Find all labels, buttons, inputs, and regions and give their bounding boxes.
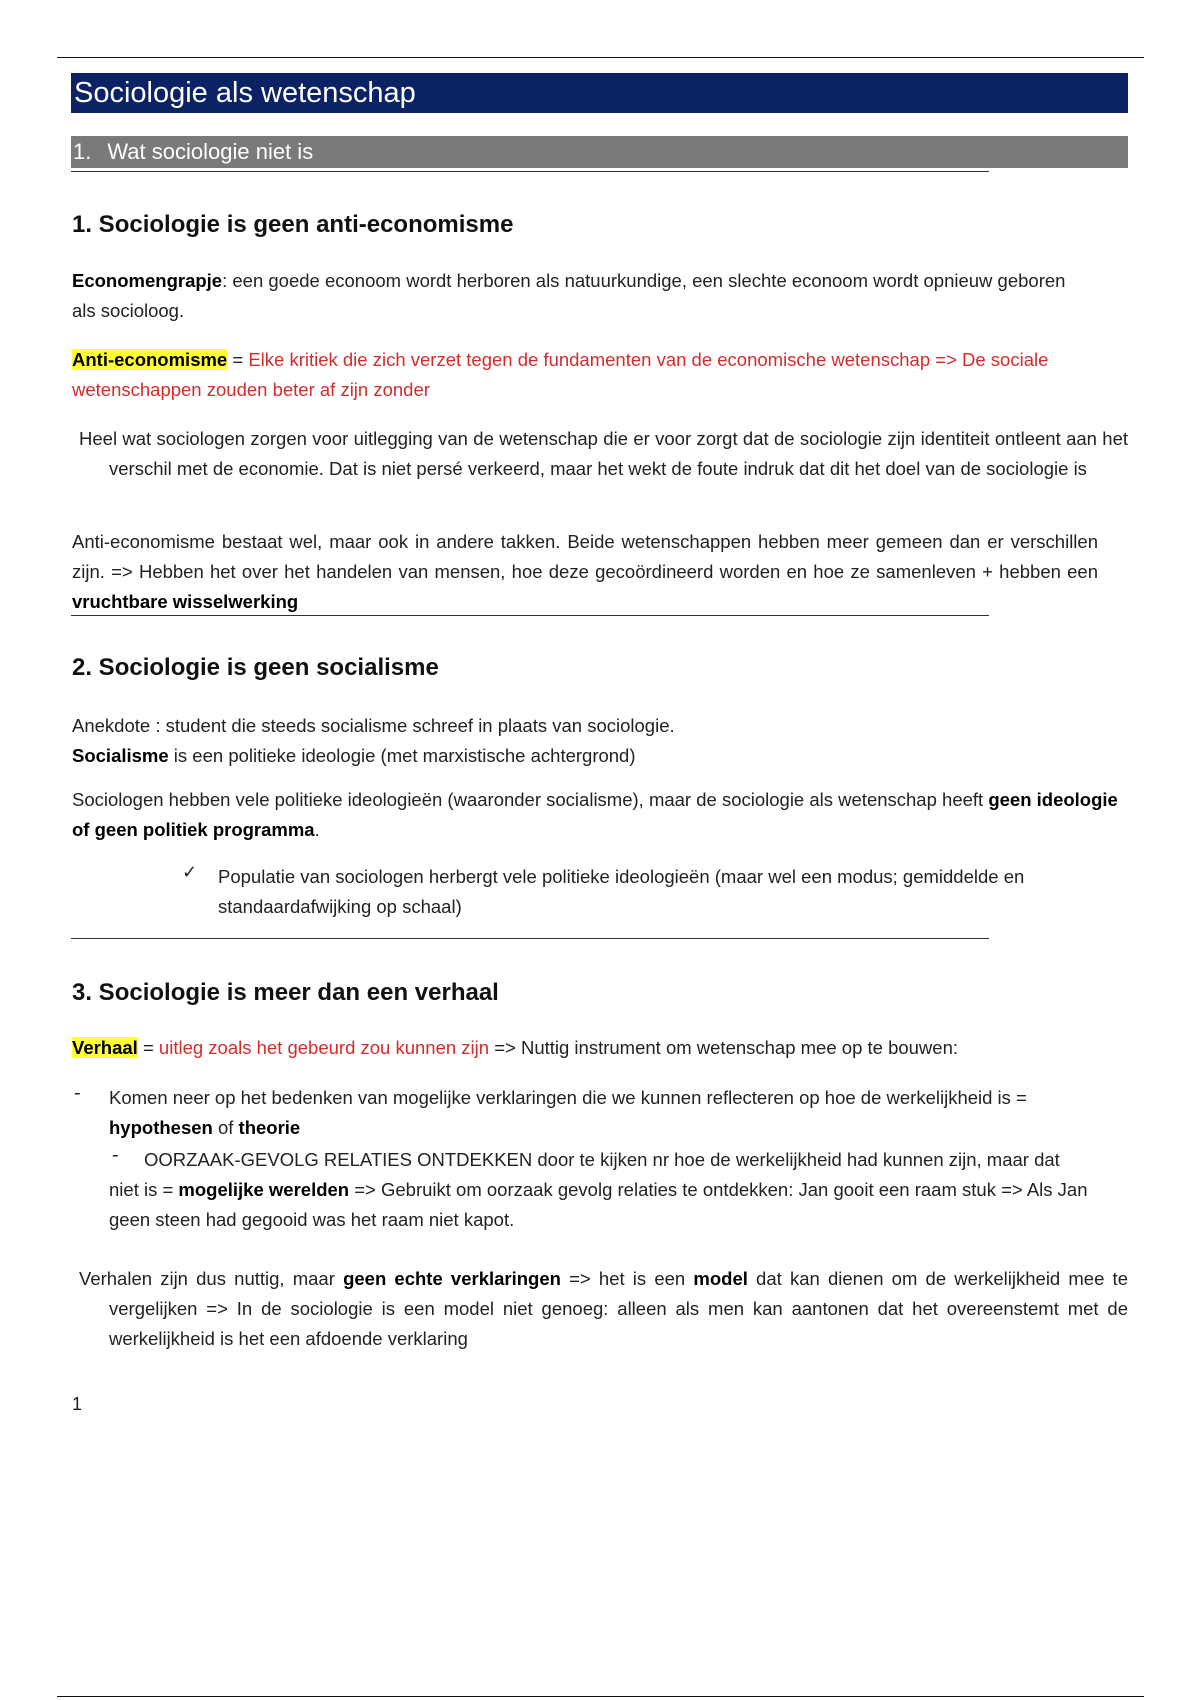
bottom-rule [57, 1696, 1144, 1697]
term-theorie: theorie [238, 1117, 301, 1138]
top-rule [57, 57, 1144, 58]
verhaal-rest: => Nuttig instrument om wetenschap mee op te bouwen: [489, 1037, 959, 1058]
hypothesen-text: Komen neer op het bedenken van mogelijke verklaringen die we kunnen reflecteren op hoe de werkelijkheid is = [109, 1087, 1027, 1108]
heading-verhaal: 3. Sociologie is meer dan een verhaal [72, 979, 499, 1006]
section-label: Wat sociologie niet is [107, 139, 314, 164]
checklist-item-populatie: Populatie van sociologen herbergt vele politieke ideologieën (maar wel een modus; gemiddelde en standaardafwijking op schaal) [218, 866, 1025, 917]
equals-sign: = [227, 349, 249, 370]
term-verhaal: Verhaal [72, 1037, 138, 1058]
definition-anti-economisme [72, 345, 1072, 405]
ideologie-end: . [314, 819, 320, 840]
divider-2 [71, 938, 989, 939]
term-hypothesen: hypothesen [109, 1117, 213, 1138]
oorzaak-text: OORZAAK-GEVOLG RELATIES ONTDEKKEN door te kijken nr hoe de werkelijkheid had kunnen zijn, maar dat niet is = [109, 1149, 1060, 1200]
term-mogelijke-werelden: mogelijke werelden [178, 1179, 350, 1200]
text-economengrapje: : een goede econoom wordt herboren als natuurkundige, een slechte econoom wordt opnieuw geboren als socioloog. [72, 270, 1066, 321]
verhaal-equals: = [137, 1037, 159, 1058]
definition-verhaal [72, 1033, 1098, 1063]
heading-socialisme: 2. Sociologie is geen socialisme [72, 654, 439, 681]
paragraph-ideologie [72, 785, 1122, 845]
term-vruchtbare-wisselwerking: vruchtbare wisselwerking [72, 591, 299, 612]
page-number: 1 [72, 1394, 83, 1414]
paragraph-model [79, 1264, 1128, 1354]
document-title: Sociologie als wetenschap [71, 73, 1128, 113]
bullet-hypothesen [109, 1083, 1094, 1143]
term-socialisme: Socialisme [72, 745, 169, 766]
bullet-dash: - [74, 1083, 81, 1104]
model-text-3: dat kan dienen om de werkelijkheid mee te vergelijken => In de sociologie is een model niet genoeg: alleen als men kan aantonen dat het overeenstemt met de werkelijkheid is het een afdoende verklaring [109, 1268, 1128, 1349]
definition-socialisme [72, 741, 1098, 771]
term-economengrapje: Economengrapje [72, 270, 223, 291]
oorzaak-rest: => Gebruikt om oorzaak gevolg relaties te ontdekken: Jan gooit een raam stuk => Als Jan geen steen had gegooid was het raam niet kapot. [109, 1179, 1088, 1230]
socialisme-text: is een politieke ideologie (met marxistische achtergrond) [168, 745, 636, 766]
term-geen-echte-verklaringen: geen echte verklaringen [343, 1268, 561, 1289]
section-number: 1. [73, 139, 92, 164]
model-text-1: Verhalen zijn dus nuttig, maar [79, 1268, 344, 1289]
term-model: model [693, 1268, 748, 1289]
paragraph-identiteit: Heel wat sociologen zorgen voor uitlegging van de wetenschap die er voor zorgt dat de sociologie zijn identiteit ontleent aan het verschil met de economie. Dat is niet persé verkeerd, maar het wekt de foute indruk dat dit het doel van de sociologie is [79, 428, 1128, 479]
term-anti-economisme: Anti-economisme [72, 349, 228, 370]
bullet-oorzaak-gevolg [109, 1145, 1094, 1235]
definition-text: Elke kritiek die zich verzet tegen de fundamenten van de economische wetenschap => De sociale wetenschappen zouden beter af zijn zonder [72, 349, 1049, 400]
checkmark-icon: ✓ [182, 862, 198, 883]
sub-bullet-dash: - [112, 1145, 119, 1166]
paragraph-economengrapje [72, 266, 1092, 326]
anecdote: Anekdote : student die steeds socialisme schreef in plaats van sociologie. [72, 715, 675, 736]
heading-anti-economisme: 1. Sociologie is geen anti-economisme [72, 211, 514, 238]
section-divider [71, 171, 989, 172]
hypothesen-of: of [212, 1117, 239, 1138]
verhaal-definition: uitleg zoals het gebeurd zou kunnen zijn [158, 1037, 490, 1058]
ideologie-text: Sociologen hebben vele politieke ideologieën (waaronder socialisme), maar de sociologie als wetenschap heeft [72, 789, 989, 810]
paragraph-wisselwerking [72, 527, 1098, 617]
section-heading [71, 136, 1128, 168]
model-text-2: => het is een [560, 1268, 694, 1289]
term-geen-ideologie: geen ideologie of geen politiek programma [72, 789, 1118, 840]
divider-1 [71, 615, 989, 616]
wisselwerking-text: Anti-economisme bestaat wel, maar ook in andere takken. Beide wetenschappen hebben meer gemeen dan er verschillen zijn. => Hebben het over het handelen van mensen, hoe deze gecoördineerd worden en hoe ze samenleven + hebben een [72, 531, 1098, 582]
